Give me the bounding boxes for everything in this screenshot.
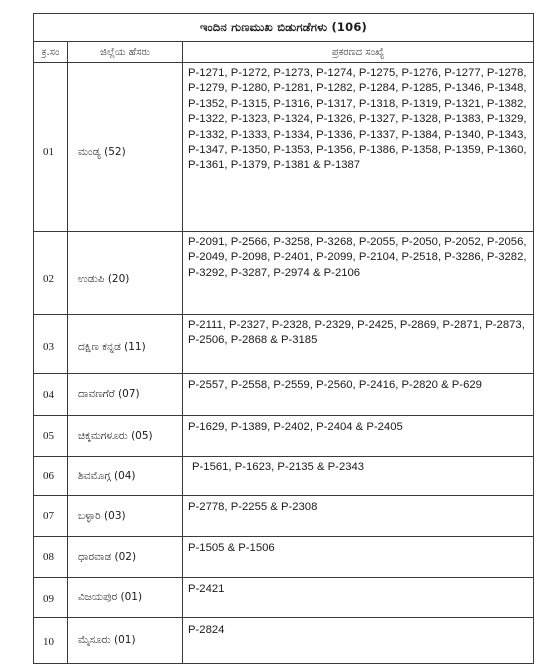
case-ids: P-2824: [183, 618, 534, 664]
district-name: ಶಿವಮೊಗ್ಗ (04): [68, 457, 183, 496]
district-name: ಉಡುಪಿ (20): [68, 232, 183, 315]
case-ids: P-2557, P-2558, P-2559, P-2560, P-2416, P-2820 & P-629: [183, 374, 534, 416]
header-cases: ಪ್ರಕರಣದ ಸಂಖ್ಯೆ: [183, 42, 534, 63]
case-ids: P-2421: [183, 578, 534, 618]
table-row: [34, 63, 534, 232]
district-name: ದಕ್ಷಿಣ ಕನ್ನಡ (11): [68, 315, 183, 374]
district-name: ದಾವಣಗೆರೆ (07): [68, 374, 183, 416]
case-ids: P-2778, P-2255 & P-2308: [183, 496, 534, 537]
row-number: 10: [34, 618, 68, 664]
district-name: ಮಂಡ್ಯ (52): [68, 63, 183, 232]
row-number: 03: [34, 315, 68, 374]
title-row: [34, 14, 534, 42]
header-district: ಜಿಲ್ಲೆಯ ಹೆಸರು: [68, 42, 183, 63]
table-row: [34, 537, 534, 578]
case-ids: P-2111, P-2327, P-2328, P-2329, P-2425, P-2869, P-2871, P-2873, P-2506, P-2868 & P-3185: [183, 315, 534, 374]
table-row: [34, 374, 534, 416]
case-ids: P-1505 & P-1506: [183, 537, 534, 578]
case-ids: P-1271, P-1272, P-1273, P-1274, P-1275, P-1276, P-1277, P-1278, P-1279, P-1280, P-1281, P-1282, P-1284, P-1285, P-1346, P-1348, P-1352, P-1315, P-1316, P-1317, P-1318, P-1319, P-1321, P-1382, P-1322, P-1323, P-1324, P-1326, P-1327, P-1328, P-1383, P-1329, P-1332, P-1333, P-1334, P-1336, P-1337, P-1384, P-1340, P-1343, P-1347, P-1350, P-1353, P-1356, P-1386, P-1358, P-1359, P-1360, P-1361, P-1379, P-1381 & P-1387: [183, 63, 534, 232]
table-row: [34, 232, 534, 315]
table-row: [34, 457, 534, 496]
row-number: 09: [34, 578, 68, 618]
row-number: 04: [34, 374, 68, 416]
table-row: [34, 578, 534, 618]
table-row: [34, 315, 534, 374]
header-serial: ಕ್ರ.ಸಂ: [34, 42, 68, 63]
district-name: ಮೈಸೂರು (01): [68, 618, 183, 664]
table-row: [34, 618, 534, 664]
row-number: 05: [34, 416, 68, 457]
row-number: 02: [34, 232, 68, 315]
discharge-table: [33, 13, 534, 664]
district-name: ಚಿಕ್ಕಮಗಳೂರು (05): [68, 416, 183, 457]
table-row: [34, 496, 534, 537]
table-row: [34, 416, 534, 457]
document-page: [33, 13, 533, 648]
row-number: 08: [34, 537, 68, 578]
row-number: 06: [34, 457, 68, 496]
district-name: ಧಾರವಾಡ (02): [68, 537, 183, 578]
case-ids: P-1561, P-1623, P-2135 & P-2343: [183, 457, 534, 496]
row-number: 07: [34, 496, 68, 537]
header-row: [34, 42, 534, 63]
row-number: 01: [34, 63, 68, 232]
district-name: ವಿಜಯಪುರ (01): [68, 578, 183, 618]
case-ids: P-2091, P-2566, P-3258, P-3268, P-2055, P-2050, P-2052, P-2056, P-2049, P-2098, P-2401, P-2099, P-2104, P-2518, P-3286, P-3282, P-3292, P-3287, P-2974 & P-2106: [183, 232, 534, 315]
district-name: ಬಳ್ಳಾರಿ (03): [68, 496, 183, 537]
case-ids: P-1629, P-1389, P-2402, P-2404 & P-2405: [183, 416, 534, 457]
table-title: ಇಂದಿನ ಗುಣಮುಖ ಬಿಡುಗಡೆಗಳು (106): [34, 14, 534, 42]
